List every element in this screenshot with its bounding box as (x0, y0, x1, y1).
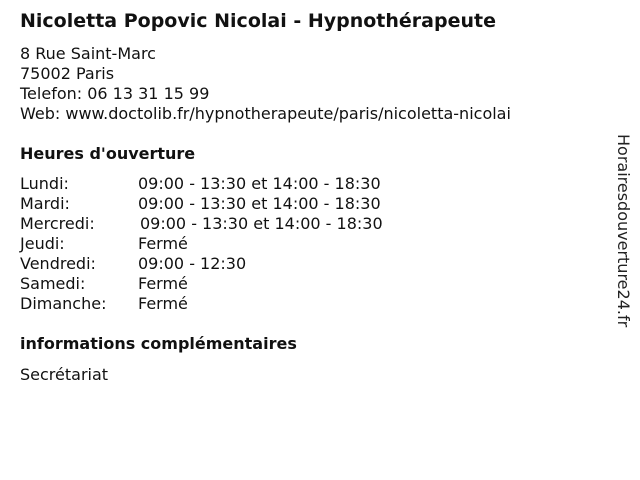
page-title: Nicoletta Popovic Nicolai - Hypnothérapeute (20, 10, 496, 32)
day-label: Vendredi: (20, 254, 96, 273)
extra-info-text: Secrétariat (20, 365, 109, 384)
day-label: Jeudi: (20, 234, 65, 253)
time-value: Fermé (138, 274, 188, 293)
site-watermark: Horairesdouverture24.fr (614, 134, 633, 328)
time-value: 09:00 - 12:30 (138, 254, 247, 273)
day-label: Mercredi: (20, 214, 95, 233)
day-label: Samedi: (20, 274, 86, 293)
extra-info-heading: informations complémentaires (20, 334, 297, 353)
day-label: Dimanche: (20, 294, 107, 313)
address-street: 8 Rue Saint-Marc (20, 44, 156, 63)
phone-number: Telefon: 06 13 31 15 99 (20, 84, 210, 103)
time-value: Fermé (138, 294, 188, 313)
address-city: 75002 Paris (20, 64, 115, 83)
time-value: 09:00 - 13:30 et 14:00 - 18:30 (140, 214, 383, 233)
website: Web: www.doctolib.fr/hypnotherapeute/paris/nicoletta-nicolai (20, 104, 511, 123)
day-label: Lundi: (20, 174, 69, 193)
time-value: 09:00 - 13:30 et 14:00 - 18:30 (138, 194, 381, 213)
hours-heading: Heures d'ouverture (20, 144, 196, 163)
contact-info (20, 44, 511, 124)
day-label: Mardi: (20, 194, 70, 213)
time-value: 09:00 - 13:30 et 14:00 - 18:30 (138, 174, 381, 193)
time-value: Fermé (138, 234, 188, 253)
